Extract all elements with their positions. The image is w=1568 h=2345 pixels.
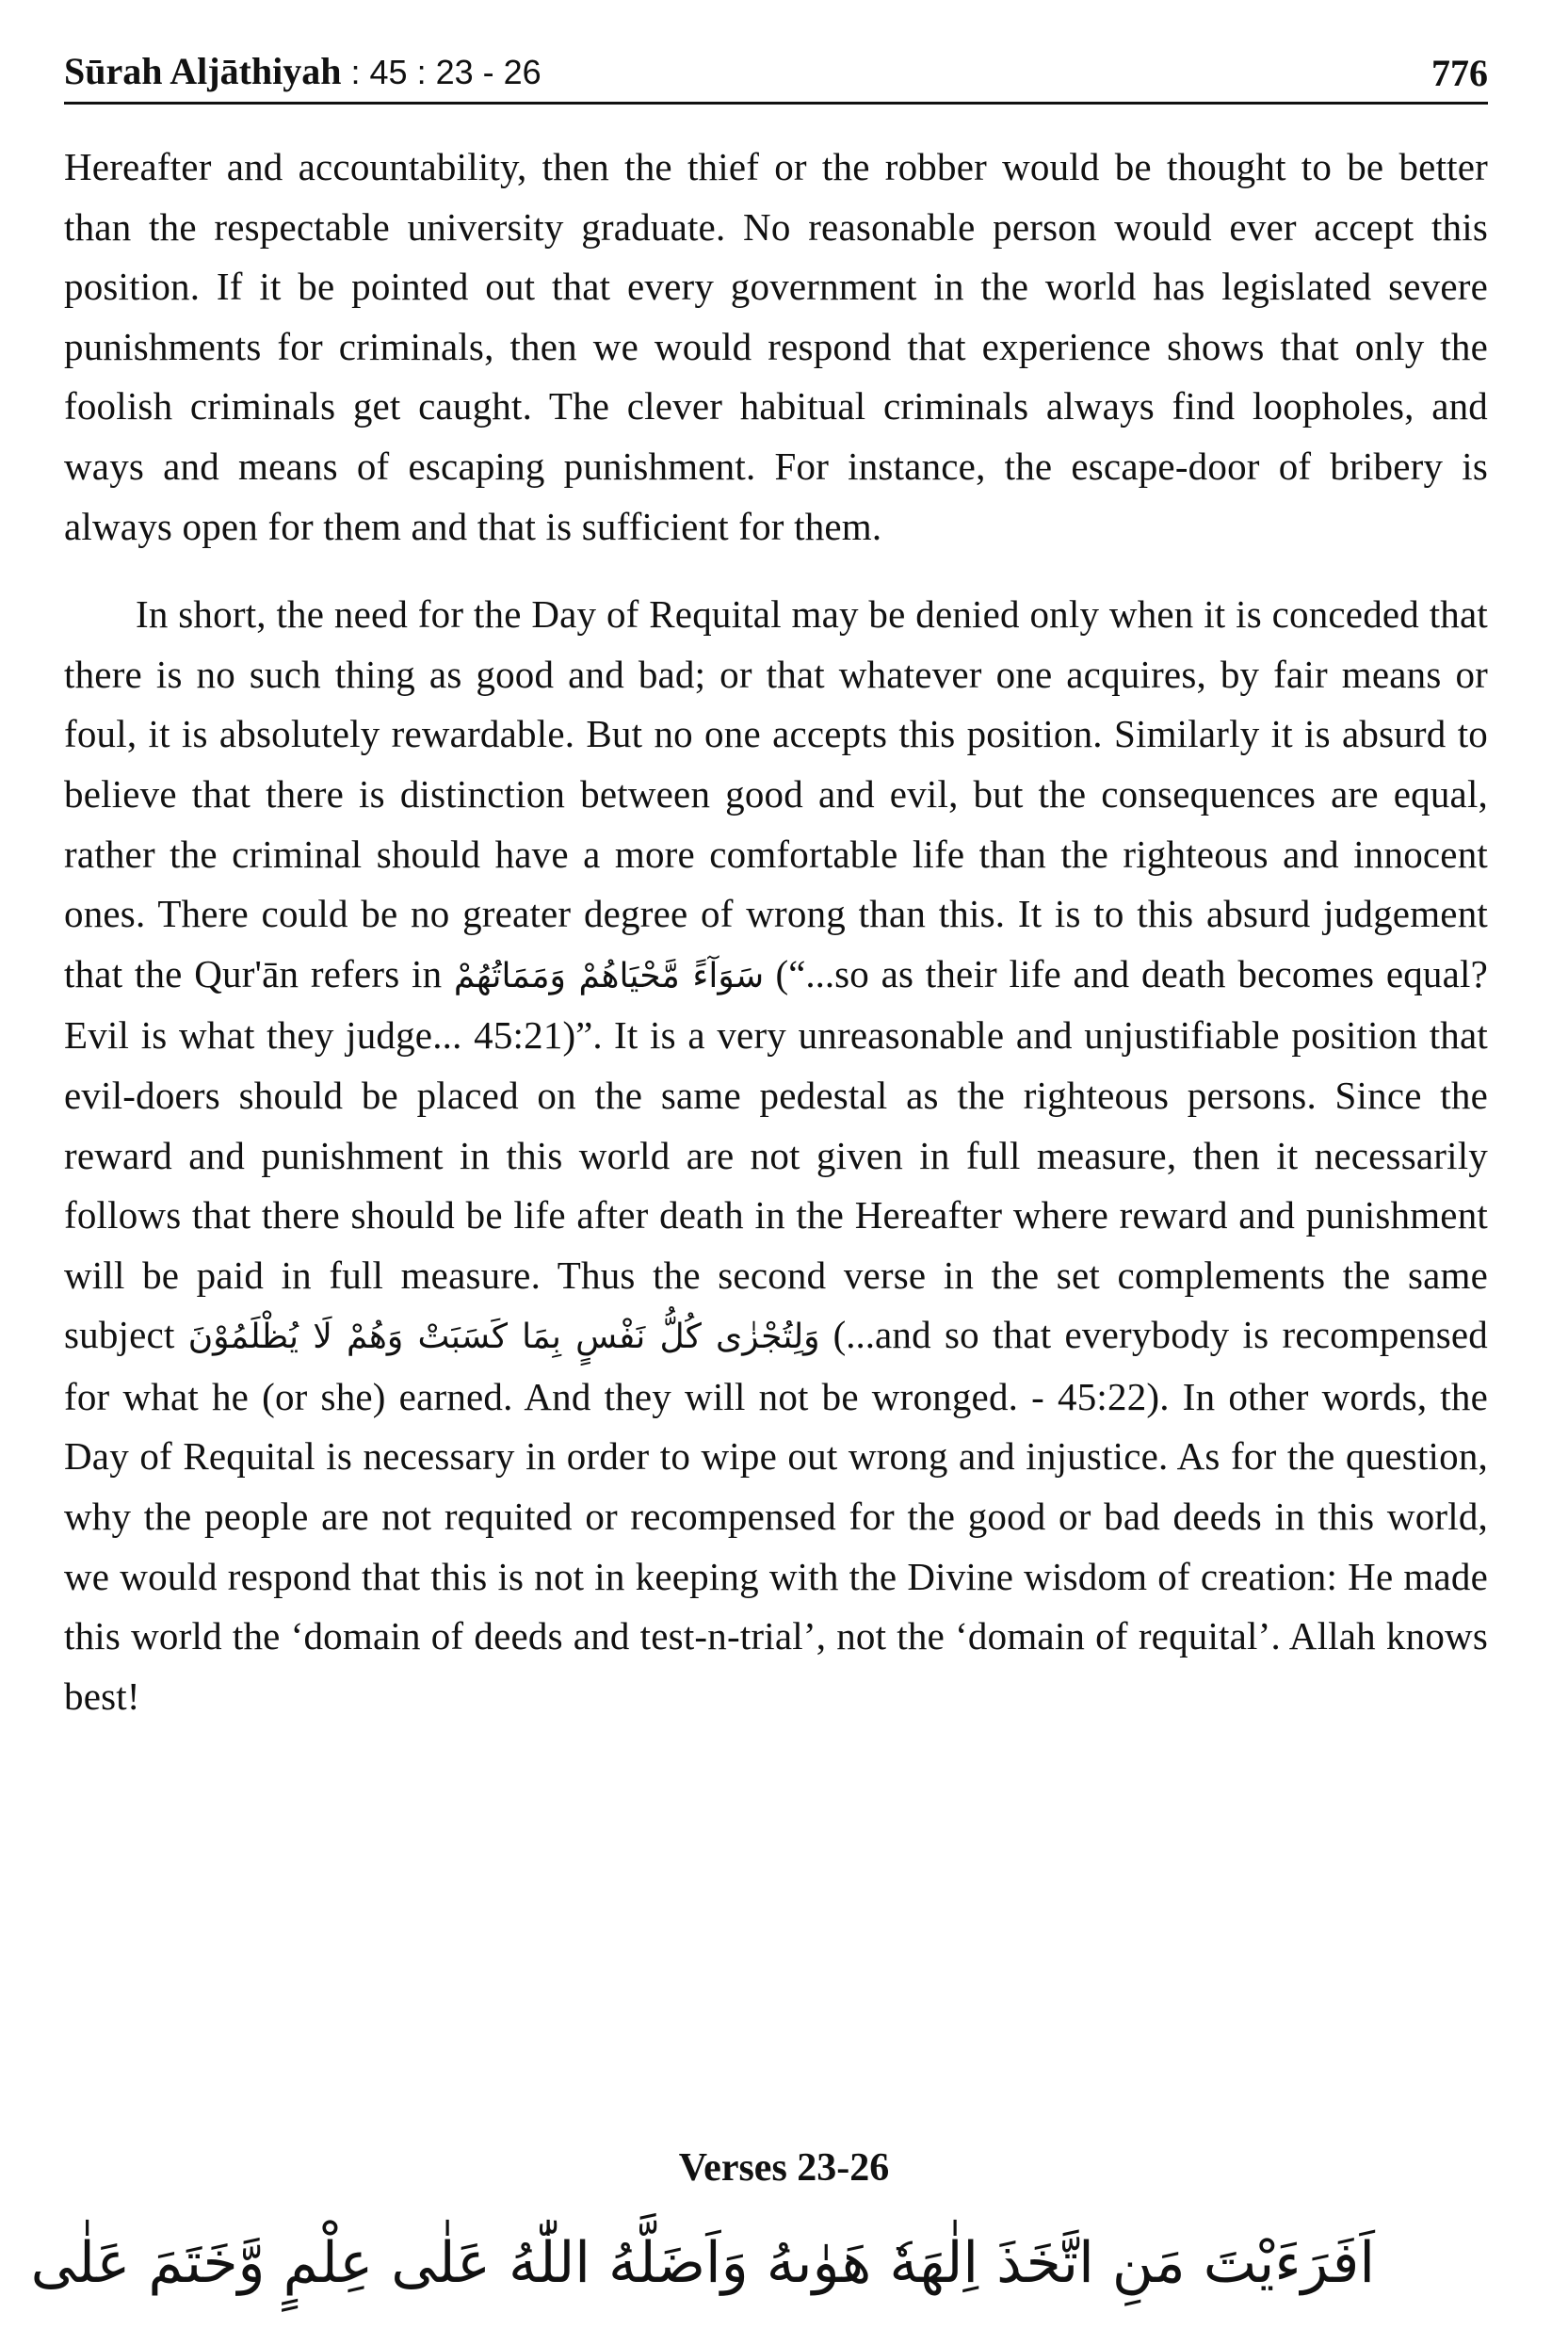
arabic-quote-45-21: سَوَآءً مَّحْيَاهُمْ وَمَمَاتُهُمْ [453,956,765,995]
surah-title: Sūrah Aljāthiyah [64,50,342,92]
paragraph-2-text-2: (“...so as their life and death becomes equal? Evil is what they judge... 45:21)”. It is a very unreasonable and unjustifiable position that evil-doers should be placed on the same pedestal as the righteous persons. Since the reward and punishment in this world are not given in full measure, then it necessarily follows that there should be life after death in the Hereafter where reward and punishment will be paid in full measure. Thus the second verse in the set complements the same subject [64,951,1489,1357]
arabic-verse-text: اَفَرَءَيْتَ مَنِ اتَّخَذَ اِلٰهَهٗ هَوٰىهُ وَاَضَلَّهُ اللّٰهُ عَلٰى عِلْمٍ وَّخَتَمَ عَلٰى [30,2230,1375,2296]
header-chapter-reference [64,49,542,93]
commentary-body [64,137,1488,1726]
running-header [64,45,1488,105]
arabic-quote-45-22: وَلِتُجْزٰى كُلُّ نَفْسٍ بِمَا كَسَبَتْ وَهُمْ لَا يُظْلَمُوْنَ [187,1318,820,1357]
paragraph-2 [64,585,1488,1726]
page-number: 776 [1431,52,1488,94]
paragraph-2-text-1: In short, the need for the Day of Requital may be denied only when it is conceded that there is no such thing as good and bad; or that whatever one acquires, by fair means or foul, it is absolutely rewardable. But no one accepts this position. Similarly it is absurd to believe that there is distinction between good and evil, but the consequences are equal, rather the criminal should have a more comfortable life than the righteous and innocent ones. There could be no greater degree of wrong than this. It is to this absurd judgement that the Qur'ān refers in [64,592,1488,995]
verse-reference: : 45 : 23 - 26 [341,53,542,91]
section-heading: Verses 23-26 [678,2146,890,2190]
paragraph-2-text-3: (...and so that everybody is recompensed for what he (or she) earned. And they will not be wronged. - 45:22). In other words, the Day of Requital is necessary in order to wipe out wrong and injustice. As for the question, why the people are not requited or recompensed for the good or bad deeds in this world, we would respond that this is not in keeping with the Divine wisdom of creation: He made this world the ‘domain of deeds and test-n-trial’, not the ‘domain of requital’. Allah knows best! [64,1313,1488,1718]
header-divider [64,102,1488,105]
paragraph-1: Hereafter and accountability, then the thief or the robber would be thought to be better than the respectable university graduate. No reasonable person would ever accept this position. If it be pointed out that every government in the world has legislated severe punishments for criminals, then we would respond that experience shows that only the foolish criminals get caught. The clever habitual criminals always find loopholes, and ways and means of escaping punishment. For instance, the escape-door of bribery is always open for them and that is sufficient for them. [64,145,1488,548]
